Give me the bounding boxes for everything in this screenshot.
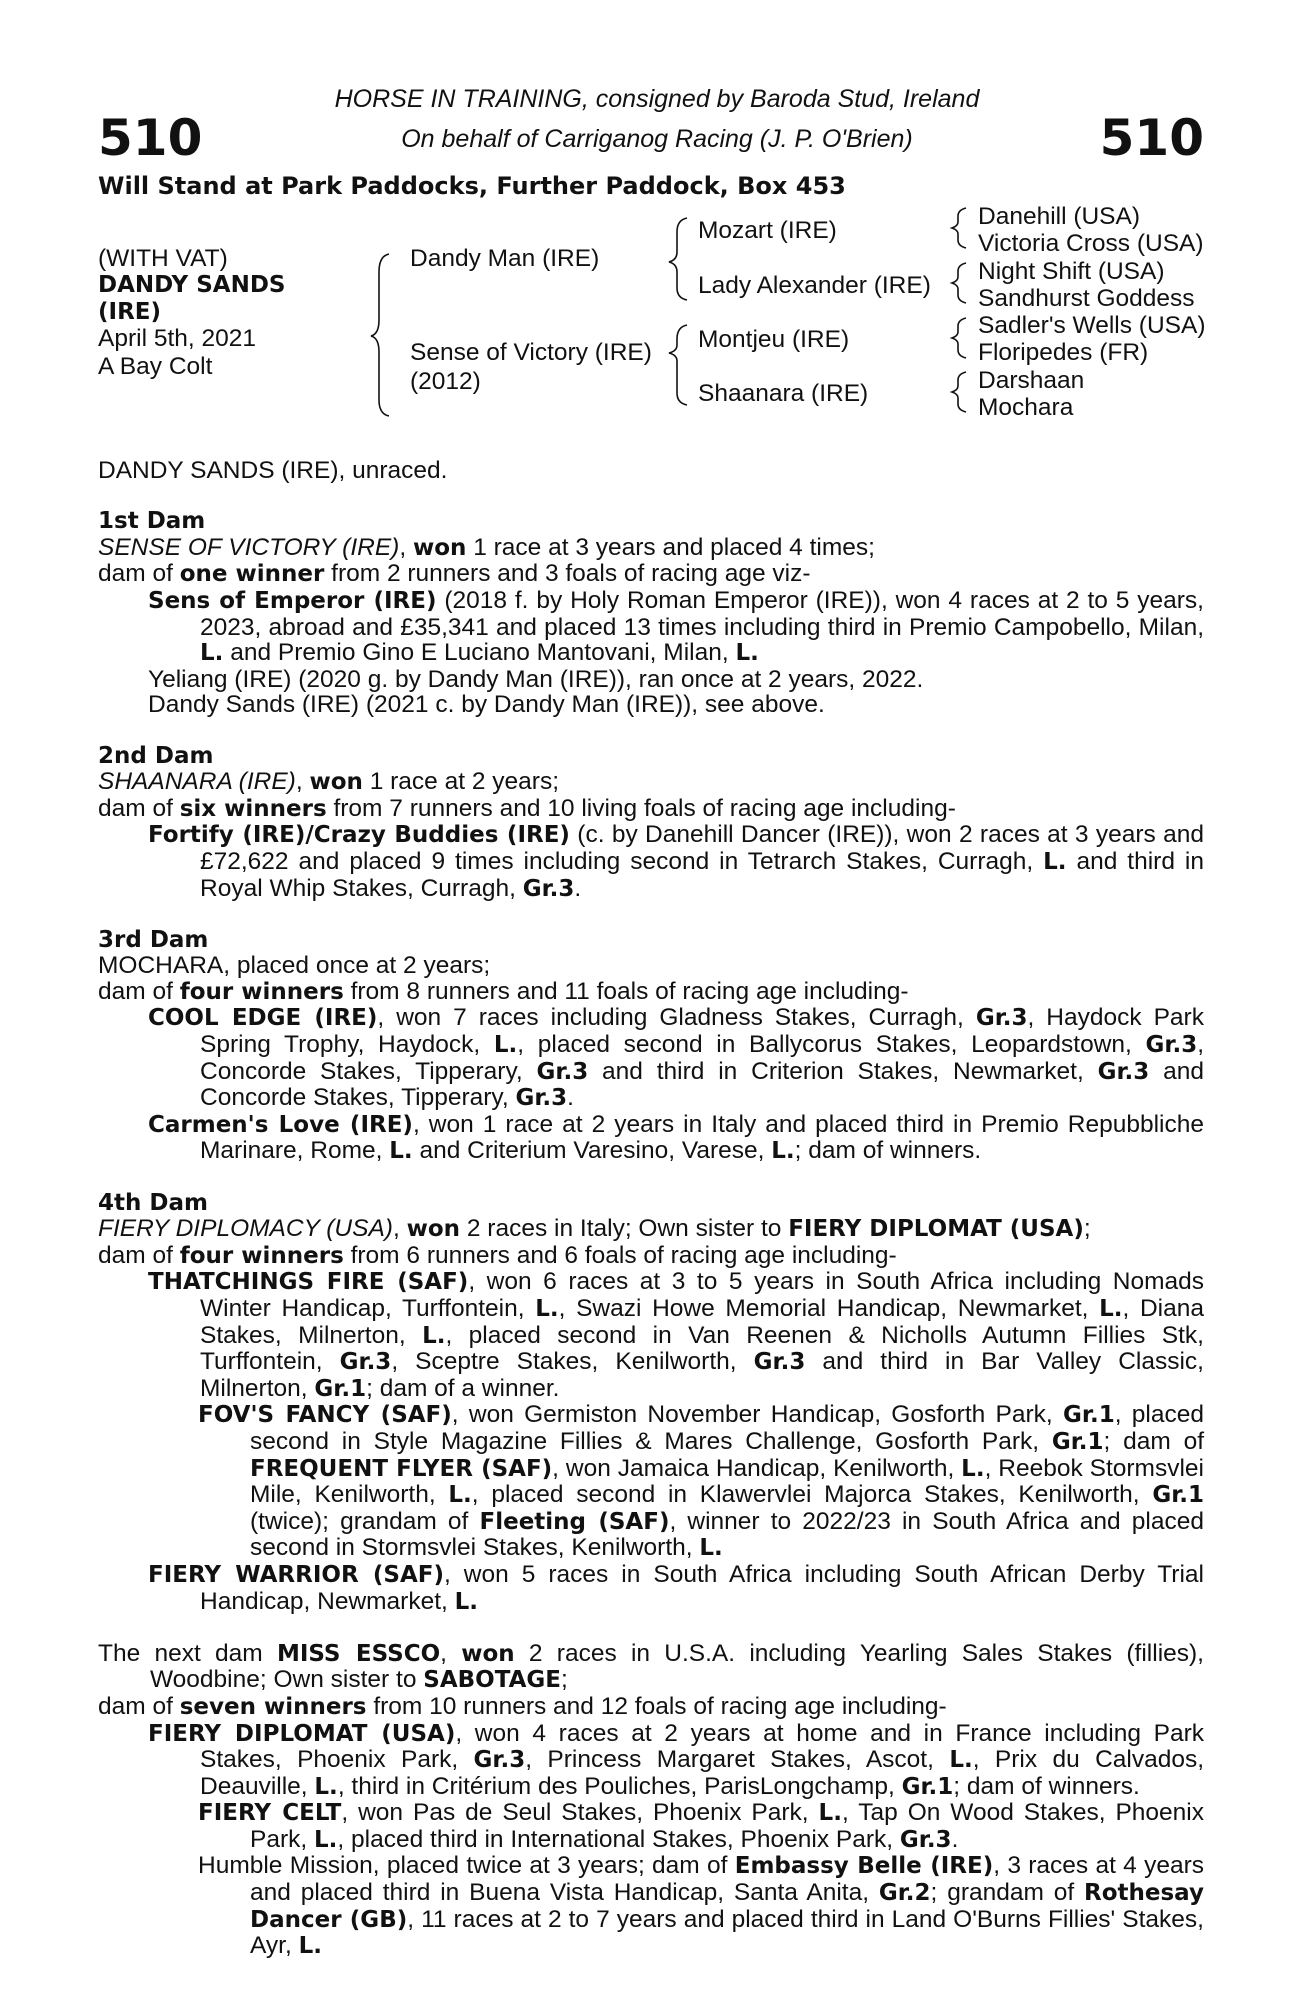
on-behalf-line: On behalf of Carriganog Racing (J. P. O'Brien) [401, 125, 913, 153]
first-dam-record: SENSE OF VICTORY (IRE), won 1 race at 3 years and placed 4 times; [98, 533, 875, 561]
third-dam-record: MOCHARA, placed once at 2 years; [98, 952, 491, 980]
brace-sire [669, 218, 687, 300]
pedigree-sire-dam: Lady Alexander (IRE) [698, 272, 931, 299]
unraced-note: DANDY SANDS (IRE), unraced. [98, 457, 448, 484]
stand-location: Will Stand at Park Paddocks, Further Paddock, Box 453 [98, 172, 846, 200]
second-dam-record: SHAANARA (IRE), won 1 race at 2 years; [98, 768, 560, 796]
next-dam-produce-summary: dam of seven winners from 10 runners and 12 foals of racing age including- [98, 1692, 947, 1720]
lot-number-right: 510 [1099, 109, 1204, 167]
fourth-dam-section [98, 1191, 1204, 1616]
produce-entry: Carmen's Love (IRE), won 1 race at 2 years in Italy and placed third in Premio Repubbliche Marinare, Rome, L. and Criterium Varesino, Varese, L.; dam of winners. [148, 1110, 1205, 1165]
pedigree-g3-7: Darshaan [978, 367, 1085, 394]
produce-entry: Fortify (IRE)/Crazy Buddies (IRE) (c. by Danehill Dancer (IRE)), won 2 races at 3 years and £72,622 and placed 9 times including second in Tetrarch Stakes, Curragh, L. and third in Royal Whip Stakes, Curragh, Gr.3. [148, 821, 1205, 902]
pedigree-dam-year: (2012) [410, 368, 481, 395]
next-dam-section [98, 1641, 1204, 1960]
brace-dam [669, 325, 687, 405]
foaling-date: April 5th, 2021 [98, 325, 256, 352]
consignor-line: HORSE IN TRAINING, consigned by Baroda Stud, Ireland [334, 85, 980, 113]
pedigree-g3-5: Sadler's Wells (USA) [978, 312, 1206, 339]
brace-sire-dam [371, 254, 389, 416]
pedigree-g3-6: Floripedes (FR) [978, 339, 1149, 366]
second-dam-heading: 2nd Dam [98, 742, 214, 769]
pedigree-dam-sire: Montjeu (IRE) [698, 326, 850, 353]
fourth-dam-produce-summary: dam of four winners from 6 runners and 6 foals of racing age including- [98, 1241, 897, 1269]
pedigree-dam-dam: Shaanara (IRE) [698, 380, 869, 407]
first-dam-name: SENSE OF VICTORY (IRE) [98, 533, 400, 561]
third-dam-section [98, 928, 1204, 1165]
pedigree-g3-4: Sandhurst Goddess [978, 285, 1195, 312]
pedigree-dam: Sense of Victory (IRE) [410, 339, 652, 366]
first-dam-produce-summary: dam of one winner from 2 runners and 3 foals of racing age viz- [98, 560, 811, 588]
pedigree-g3-1: Danehill (USA) [978, 203, 1141, 230]
third-dam-produce-summary: dam of four winners from 8 runners and 11 foals of racing age including- [98, 977, 909, 1005]
vat-note: (WITH VAT) [98, 245, 228, 272]
horse-description: A Bay Colt [98, 353, 213, 380]
first-dam-heading: 1st Dam [98, 508, 206, 535]
grandproduce-entry: FIERY CELT, won Pas de Seul Stakes, Phoenix Park, L., Tap On Wood Stakes, Phoenix Park, L., placed third in International Stakes, Phoenix Park, Gr.3. [198, 1799, 1204, 1853]
brace-sd [952, 263, 966, 303]
pedigree-sire: Dandy Man (IRE) [410, 245, 600, 272]
fourth-dam-heading: 4th Dam [98, 1189, 208, 1216]
fourth-dam-record: FIERY DIPLOMACY (USA), won 2 races in Italy; Own sister to FIERY DIPLOMAT (USA); [98, 1215, 1091, 1243]
pedigree-sire-sire: Mozart (IRE) [698, 217, 837, 244]
catalogue-body [98, 458, 1204, 1960]
brace-ds [952, 318, 966, 358]
next-dam-record: The next dam MISS ESSCO, won 2 races in U.S.A. including Yearling Sales Stakes (fillies), Woodbine; Own sister to SABOTAGE; [98, 1639, 1204, 1694]
produce-entry: Yeliang (IRE) (2020 g. by Dandy Man (IRE)), ran once at 2 years, 2022. [148, 665, 924, 693]
grandproduce-entry: Humble Mission, placed twice at 3 years; dam of Embassy Belle (IRE), 3 races at 4 years and placed third in Buena Vista Handicap, Santa Anita, Gr.2; grandam of Rothesay Dancer (GB), 11 races at 2 to 7 years and placed third in Land O'Burns Fillies' Stakes, Ayr, L. [198, 1852, 1204, 1960]
produce-entry: THATCHINGS FIRE (SAF), won 6 races at 3 to 5 years in South Africa including Nomads Winter Handicap, Turffontein, L., Swazi Howe Memorial Handicap, Newmarket, L., Diana Stakes, Milnerton, L., placed second in Van Reenen & Nicholls Autumn Fillies Stk, Turffontein, Gr.3, Sceptre Stakes, Kenilworth, Gr.3 and third in Bar Valley Classic, Milnerton, Gr.1; dam of a winner. [148, 1268, 1205, 1402]
horse-name: DANDY SANDS [98, 272, 286, 298]
second-dam-produce-summary: dam of six winners from 7 runners and 10 living foals of racing age including- [98, 794, 956, 822]
pedigree-g3-2: Victoria Cross (USA) [978, 230, 1204, 257]
third-dam-heading: 3rd Dam [98, 926, 209, 953]
second-dam-section [98, 744, 1204, 903]
pedigree-g3-3: Night Shift (USA) [978, 258, 1165, 285]
pedigree-g3-8: Mochara [978, 394, 1074, 421]
produce-entry: COOL EDGE (IRE), won 7 races including Gladness Stakes, Curragh, Gr.3, Haydock Park Spring Trophy, Haydock, L., placed second in Ballycorus Stakes, Leopardstown, Gr.3, Concorde Stakes, Tipperary, Gr.3 and third in Criterion Stakes, Newmarket, Gr.3 and Concorde Stakes, Tipperary, Gr.3. [148, 1004, 1205, 1112]
first-dam-section [98, 509, 1204, 718]
grandproduce-entry: FOV'S FANCY (SAF), won Germiston November Handicap, Gosforth Park, Gr.1, placed second in Style Magazine Fillies & Mares Challenge, Gosforth Park, Gr.1; dam of FREQUENT FLYER (SAF), won Jamaica Handicap, Kenilworth, L., Reebok Stormsvlei Mile, Kenilworth, L., placed second in Klawervlei Majorca Stakes, Kenilworth, Gr.1 (twice); grandam of Fleeting (SAF), winner to 2022/23 in South Africa and placed second in Stormsvlei Stakes, Kenilworth, L. [198, 1401, 1205, 1562]
produce-entry: FIERY DIPLOMAT (USA), won 4 races at 2 years at home and in France including Park Stakes, Phoenix Park, Gr.3, Princess Margaret Stakes, Ascot, L., Prix du Calvados, Deauville, L., third in Critérium des Pouliches, ParisLongchamp, Gr.1; dam of winners. [148, 1719, 1205, 1800]
lot-number-left: 510 [98, 109, 203, 167]
produce-entry: Sens of Emperor (IRE) (2018 f. by Holy Roman Emperor (IRE)), won 4 races at 2 to 5 years, 2023, abroad and £35,341 and placed 13 times including third in Premio Campobello, Milan, L. and Premio Gino E Luciano Mantovani, Milan, L. [148, 586, 1204, 667]
horse-country: (IRE) [98, 299, 162, 325]
brace-dd [952, 372, 966, 412]
produce-entry: Dandy Sands (IRE) (2021 c. by Dandy Man (IRE)), see above. [148, 691, 825, 719]
brace-ss [952, 208, 966, 248]
produce-entry: FIERY WARRIOR (SAF), won 5 races in South Africa including South African Derby Trial Handicap, Newmarket, L. [148, 1560, 1204, 1615]
